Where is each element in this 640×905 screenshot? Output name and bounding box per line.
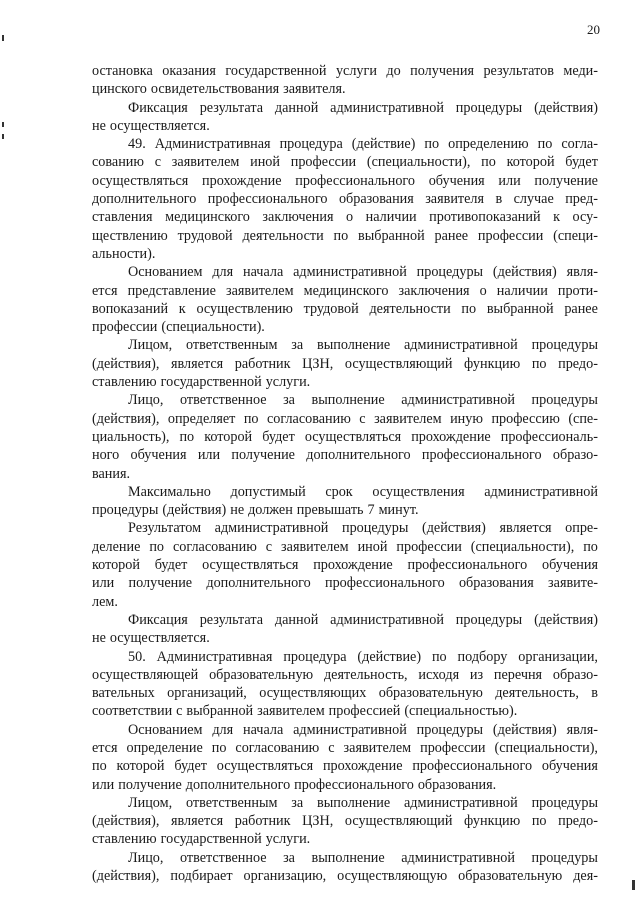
text-line: остановка оказания государственной услуги до получения результатов меди- <box>92 63 598 79</box>
text-line: осуществляться прохождение профессионального обучения или получение <box>92 172 598 189</box>
text-line: ставлению государственной услуги. <box>92 374 311 391</box>
text-line: Лицо, ответственное за выполнение административной процедуры <box>128 392 598 409</box>
text-line: ного обучения или получение дополнительного профессионального образо- <box>92 447 598 464</box>
text-line: Лицом, ответственным за выполнение административной процедуры <box>128 794 598 811</box>
text-line: ставлению государственной услуги. <box>92 831 311 848</box>
text-line: не осуществляется. <box>92 117 210 134</box>
text-line: Результатом административной процедуры (действия) является опре- <box>128 520 598 537</box>
text-line: (действия), подбирает организацию, осуществляющую образовательную дея- <box>92 868 598 885</box>
text-line: или получение дополнительного профессионального образования заявите- <box>92 575 598 592</box>
text-line: процедуры (действия) не должен превышать 7 минут. <box>92 502 419 519</box>
text-line: Основанием для начала административной процедуры (действия) явля- <box>128 721 598 738</box>
text-line: Лицом, ответственным за выполнение административной процедуры <box>128 337 598 354</box>
text-line: ется определение по согласованию с заявителем профессии (специальности), <box>92 739 598 756</box>
text-line: не осуществляется. <box>92 630 210 647</box>
text-line: вопоказаний к осуществлению трудовой деятельности по выбранной ранее <box>92 300 598 317</box>
text-line: которой будет осуществляться прохождение профессионального обучения <box>92 557 598 574</box>
text-line: Лицо, ответственное за выполнение административной процедуры <box>128 849 598 866</box>
text-line: вательных организаций, осуществляющих образовательную деятельность, в <box>92 685 598 702</box>
text-line: Основанием для начала административной процедуры (действия) явля- <box>128 264 598 281</box>
scan-artifact <box>632 880 635 890</box>
text-line: 49. Административная процедура (действие) по определению по согла- <box>128 136 598 153</box>
text-line: (действия), является работник ЦЗН, осуществляющий функцию по предо- <box>92 813 598 830</box>
text-line: 50. Административная процедура (действие) по подбору организации, <box>128 648 598 665</box>
scan-artifact <box>2 122 4 127</box>
text-line: по которой будет осуществляться прохождение профессионального обучения <box>92 758 598 775</box>
text-line: Фиксация результата данной административной процедуры (действия) <box>128 99 598 116</box>
text-line: альности). <box>92 245 156 262</box>
text-line: профессии (специальности). <box>92 319 265 336</box>
text-line: соответствии с выбранной заявителем профессией (специальностью). <box>92 703 518 720</box>
document-body <box>92 62 598 885</box>
text-line: деление по согласованию с заявителем иной профессии (специальности), по <box>92 538 598 555</box>
text-line: ществлению трудовой деятельности по выбранной ранее профессии (специ- <box>92 227 598 244</box>
text-line: осуществляющей образовательную деятельность, исходя из перечня образо- <box>92 666 598 683</box>
scan-artifact <box>2 134 4 139</box>
text-line: циальность), по которой будет осуществляться прохождение профессиональ- <box>92 428 598 445</box>
text-line: цинского освидетельствования заявителя. <box>92 81 346 98</box>
text-line: (действия), определяет по согласованию с заявителем иную профессию (спе- <box>92 410 598 427</box>
text-line: Фиксация результата данной административной процедуры (действия) <box>128 611 598 628</box>
page-number: 20 <box>587 22 600 37</box>
text-line: вания. <box>92 465 131 482</box>
text-line: (действия), является работник ЦЗН, осуществляющий функцию по предо- <box>92 355 598 372</box>
text-line: или получение дополнительного профессионального образования. <box>92 776 497 793</box>
text-line: лем. <box>92 593 118 610</box>
text-line: дополнительного профессионального образования заявителя в случае пред- <box>92 191 598 208</box>
text-line: ставления медицинского заключения о наличии противопоказаний к осу- <box>92 209 598 226</box>
text-line: Максимально допустимый срок осуществления административной <box>128 483 598 500</box>
text-line: ется представление заявителем медицинского заключения о наличии проти- <box>92 282 598 299</box>
text-line: сованию с заявителем иной профессии (специальности), по которой будет <box>92 154 598 171</box>
scan-artifact <box>2 35 4 41</box>
